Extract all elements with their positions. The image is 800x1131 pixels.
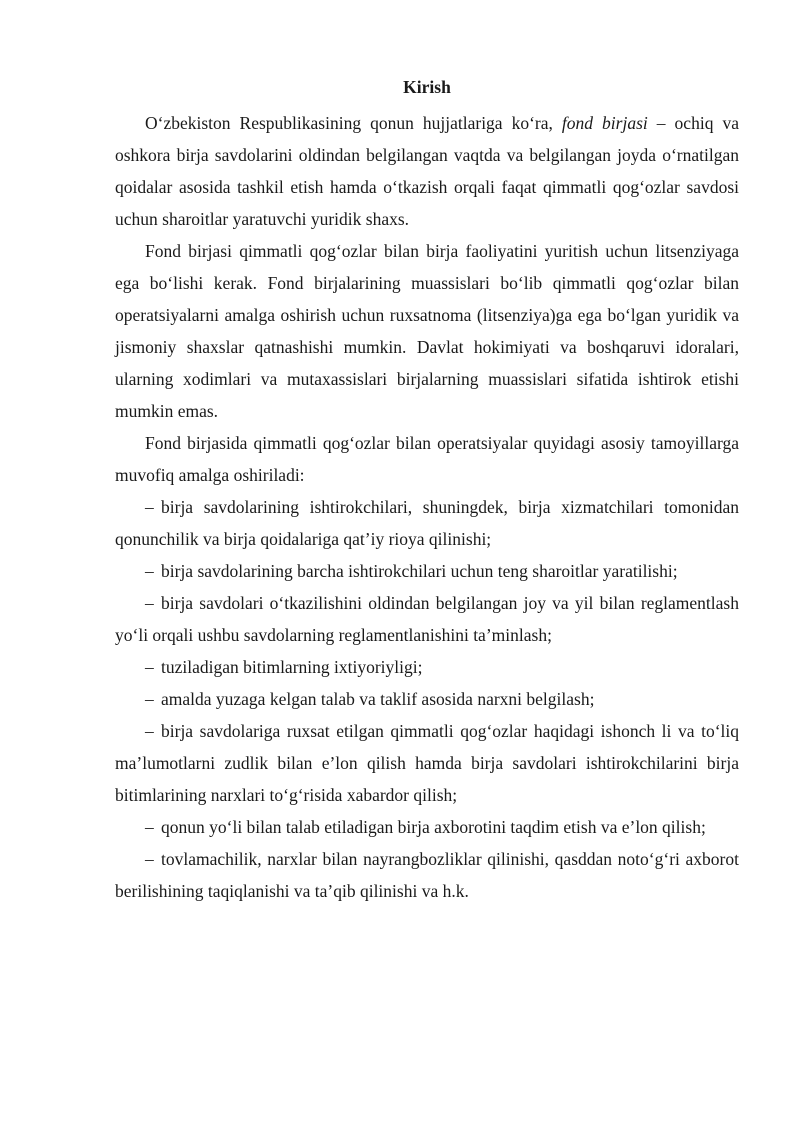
dash-bullet: – xyxy=(145,849,154,869)
dash-bullet: – xyxy=(145,593,154,613)
dash-bullet: – xyxy=(145,497,154,517)
list-item xyxy=(115,715,739,811)
document-page xyxy=(115,75,739,907)
paragraph-text: O‘zbekiston Respublikasining qonun hujjatlariga ko‘ra, xyxy=(145,113,562,133)
paragraph-licensing: Fond birjasi qimmatli qog‘ozlar bilan birja faoliyatini yuritish uchun litsenziyaga ega bo‘lishi kerak. Fond birjalarining muassislari bo‘lib qimmatli qog‘ozlar bilan operatsiyalarni amalga oshirish uchun ruxsatnoma (litsenziya)ga ega bo‘lgan yuridik va jismoniy shaxslar qatnashishi mumkin. Davlat hokimiyati va boshqaruvi idoralari, ularning xodimlari va mutaxassislari birjalarning muassislari sifatida ishtirok etishi mumkin emas. xyxy=(115,241,739,421)
paragraph-principles-intro: Fond birjasida qimmatli qog‘ozlar bilan operatsiyalar quyidagi asosiy tamoyillarga muvofiq amalga oshiriladi: xyxy=(115,433,739,485)
list-item xyxy=(115,555,739,587)
list-item xyxy=(115,811,739,843)
dash-bullet: – xyxy=(145,561,154,581)
list-item xyxy=(115,683,739,715)
list-item xyxy=(115,587,739,651)
list-item xyxy=(115,651,739,683)
list-item-text: birja savdolarining ishtirokchilari, shuningdek, birja xizmatchilari tomonidan qonunchilik va birja qoidalariga qat’iy rioya qilinishi; xyxy=(115,497,739,549)
list-item-text: amalda yuzaga kelgan talab va taklif asosida narxni belgilash; xyxy=(161,689,595,709)
list-item-text: birja savdolariga ruxsat etilgan qimmatli qog‘ozlar haqidagi ishonch li va to‘liq ma’lumotlarni zudlik bilan e’lon qilish hamda birja savdolari ishtirokchilarini birja bitimlarining narxlari to‘g‘risida xabardor qilish; xyxy=(115,721,739,805)
dash-bullet: – xyxy=(145,721,154,741)
dash-bullet: – xyxy=(145,657,154,677)
dash-bullet: – xyxy=(145,817,154,837)
list-item-text: birja savdolari o‘tkazilishini oldindan belgilangan joy va yil bilan reglamentlash yo‘li orqali ushbu savdolarning reglamentlanishini ta’minlash; xyxy=(115,593,739,645)
list-item-text: tuziladigan bitimlarning ixtiyoriyligi; xyxy=(161,657,423,677)
list-item xyxy=(115,843,739,907)
dash-bullet: – xyxy=(145,689,154,709)
list-item-text: qonun yo‘li bilan talab etiladigan birja axborotini taqdim etish va e’lon qilish; xyxy=(161,817,706,837)
list-item-text: birja savdolarining barcha ishtirokchilari uchun teng sharoitlar yaratilishi; xyxy=(161,561,678,581)
paragraph-text: – ochiq va oshkora birja savdolarini oldindan belgilangan vaqtda va belgilangan joyda o‘rnatilgan qoidalar asosida tashkil etish hamda o‘tkazish orqali faqat qimmatli qog‘ozlar savdosi uchun sharoitlar yaratuvchi yuridik shaxs. xyxy=(115,113,739,229)
list-item-text: tovlamachilik, narxlar bilan nayrangbozliklar qilinishi, qasddan noto‘g‘ri axborot berilishining taqiqlanishi va ta’qib qilinishi va h.k. xyxy=(115,849,739,901)
document-title: Kirish xyxy=(403,77,451,97)
paragraph-definition xyxy=(115,107,739,235)
list-item xyxy=(115,491,739,555)
italic-term: fond birjasi xyxy=(561,113,648,133)
